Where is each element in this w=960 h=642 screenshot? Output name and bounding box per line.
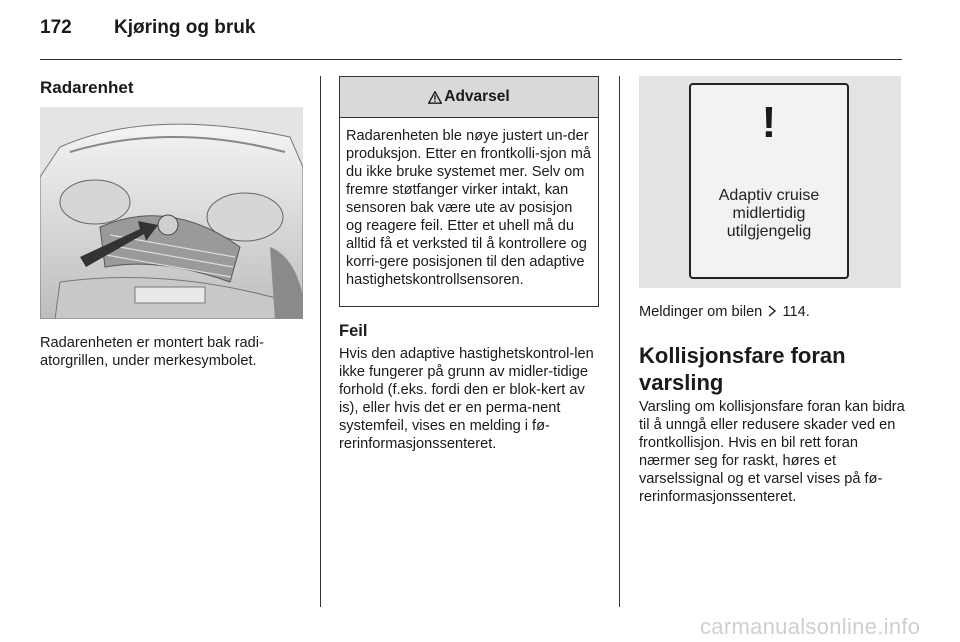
fault-heading: Feil [339, 322, 368, 340]
display-screen [689, 83, 849, 279]
vehicle-messages-reference [639, 303, 810, 321]
warning-box [339, 76, 599, 307]
radar-unit-description: Radarenheten er montert bak radi-atorgrillen, under merkesymbolet. [40, 335, 264, 369]
watermark: carmanualsonline.info [700, 614, 921, 639]
warning-triangle-icon [428, 91, 442, 104]
driver-info-display-illustration [639, 76, 901, 288]
reference-text: Meldinger om bilen [639, 304, 763, 320]
display-line-3: utilgjengelig [726, 223, 812, 240]
display-line-1: Adaptiv cruise [718, 187, 820, 204]
collision-warning-heading: Kollisjonsfare foran varsling [639, 343, 846, 395]
exclamation-icon: ! [761, 98, 777, 147]
section-title: Kjøring og bruk [114, 17, 256, 38]
car-front-illustration [40, 107, 303, 319]
column-divider-2 [619, 76, 620, 607]
radar-unit-heading: Radarenhet [40, 78, 134, 97]
fault-description: Hvis den adaptive hastighetskontrol-len ikke fungerer på grunn av midler-tidige forhold (f.eks. fordi den er blok-kert av is), eller hvis det er en perma-nent systemfeil, vises en melding i fø-rerinformasjonssenteret. [339, 346, 594, 452]
warning-title: Advarsel [444, 88, 510, 105]
collision-warning-description: Varsling om kollisjonsfare foran kan bidra til å unngå eller redusere skader ved en frontkollisjon. Hvis en bil rett foran nærmer seg for raskt, høres et varselssignal og et varsel vises på fø-rerinformasjonssenteret. [639, 399, 905, 505]
page-header [40, 17, 255, 39]
reference-page: 114. [782, 304, 810, 320]
warning-header [340, 77, 598, 118]
column-divider-1 [320, 76, 321, 607]
warning-text: Radarenheten ble nøye justert un-der produksjon. Etter en frontkolli-sjon må du ikke bruke systemet mer. Selv om fremre støtfanger virker intakt, kan sensoren bak være ute av posisjon og reagere feil. Etter et uhell må du alltid få et verksted til å kontrollere og korri-gere posisjonen til den adaptive hastighetskontrollsensoren. [346, 128, 591, 288]
car-front-photo [40, 107, 303, 319]
page-number: 172 [40, 17, 72, 38]
display-line-2: midlertidig [732, 205, 806, 222]
display-message [691, 187, 847, 241]
header-rule [40, 59, 902, 60]
page-reference-icon [767, 305, 777, 317]
